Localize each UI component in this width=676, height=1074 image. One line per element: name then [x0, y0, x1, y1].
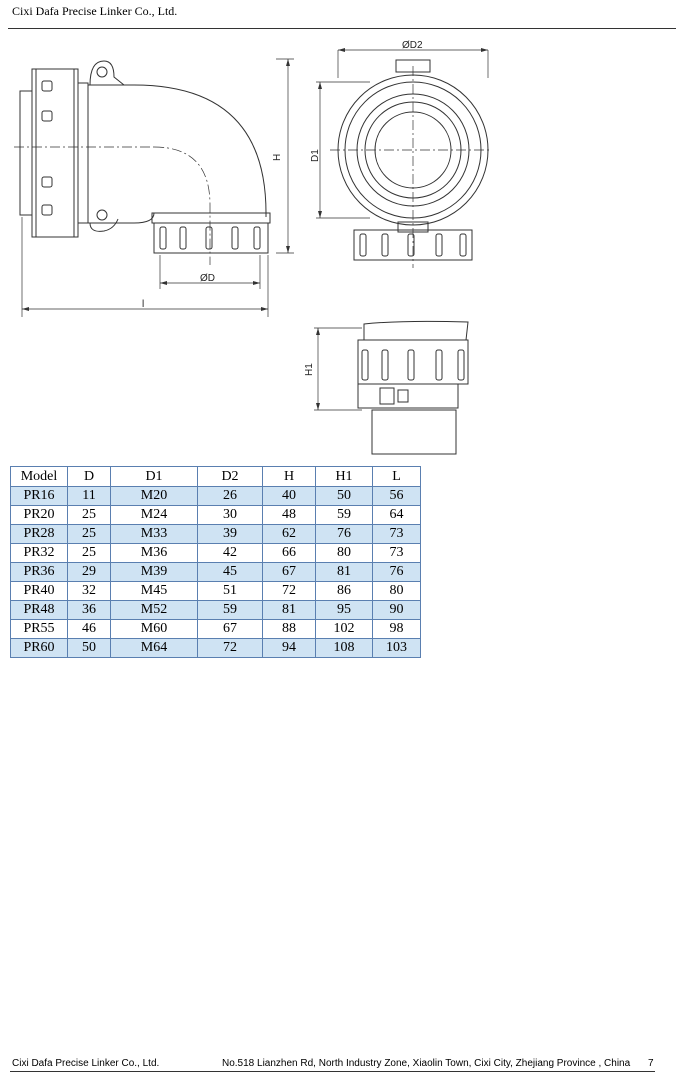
table-cell: 36: [68, 601, 111, 620]
dimension-h1-label: H1: [304, 363, 315, 376]
table-cell: M33: [111, 525, 198, 544]
table-row: [11, 525, 421, 544]
table-cell: PR48: [11, 601, 68, 620]
table-cell: M64: [111, 639, 198, 658]
table-cell: M39: [111, 563, 198, 582]
table-cell: 73: [373, 525, 421, 544]
table-cell: PR20: [11, 506, 68, 525]
table-row: [11, 506, 421, 525]
table-cell: 39: [198, 525, 263, 544]
table-cell: 64: [373, 506, 421, 525]
footer-address: No.518 Lianzhen Rd, North Industry Zone, Xiaolin Town, Cixi City, Zhejiang Province , China: [222, 1058, 631, 1069]
table-cell: 95: [316, 601, 373, 620]
table-row: [11, 639, 421, 658]
table-cell: 62: [263, 525, 316, 544]
table-cell: 25: [68, 506, 111, 525]
table-cell: 80: [373, 582, 421, 601]
table-cell: M36: [111, 544, 198, 563]
table-cell: 50: [68, 639, 111, 658]
specification-table: [10, 466, 421, 658]
table-cell: 67: [263, 563, 316, 582]
table-cell: 108: [316, 639, 373, 658]
footer-divider: [10, 1071, 655, 1072]
table-cell: 80: [316, 544, 373, 563]
column-header: D1: [111, 467, 198, 487]
table-cell: 30: [198, 506, 263, 525]
table-cell: PR36: [11, 563, 68, 582]
table-cell: M20: [111, 487, 198, 506]
table-row: [11, 620, 421, 639]
table-cell: 46: [68, 620, 111, 639]
table-row: [11, 544, 421, 563]
dimension-h-label: H: [272, 153, 283, 161]
table-cell: 26: [198, 487, 263, 506]
table-cell: 98: [373, 620, 421, 639]
table-row: [11, 487, 421, 506]
table-cell: 94: [263, 639, 316, 658]
table-header-row: [11, 467, 421, 487]
table-cell: 45: [198, 563, 263, 582]
table-cell: M45: [111, 582, 198, 601]
table-cell: 40: [263, 487, 316, 506]
table-cell: 73: [373, 544, 421, 563]
column-header: H1: [316, 467, 373, 487]
column-header: Model: [11, 467, 68, 487]
table-row: [11, 601, 421, 620]
dimension-d1-label: D1: [310, 149, 321, 162]
table-cell: 72: [198, 639, 263, 658]
table-cell: 59: [316, 506, 373, 525]
table-cell: M52: [111, 601, 198, 620]
table-cell: 51: [198, 582, 263, 601]
table-cell: 11: [68, 487, 111, 506]
table-cell: 86: [316, 582, 373, 601]
table-cell: PR60: [11, 639, 68, 658]
table-cell: 66: [263, 544, 316, 563]
header-company-name: Cixi Dafa Precise Linker Co., Ltd.: [12, 4, 178, 18]
table-cell: PR28: [11, 525, 68, 544]
table-cell: M24: [111, 506, 198, 525]
table-cell: 32: [68, 582, 111, 601]
table-cell: 81: [316, 563, 373, 582]
dimension-od2-label: ØD2: [402, 40, 423, 51]
table-cell: 76: [316, 525, 373, 544]
column-header: H: [263, 467, 316, 487]
table-cell: 103: [373, 639, 421, 658]
table-cell: PR55: [11, 620, 68, 639]
table-cell: 90: [373, 601, 421, 620]
table-cell: 67: [198, 620, 263, 639]
table-cell: 56: [373, 487, 421, 506]
table-cell: 59: [198, 601, 263, 620]
dimension-l-label: l: [142, 299, 145, 310]
table-cell: 25: [68, 525, 111, 544]
table-cell: 88: [263, 620, 316, 639]
column-header: D2: [198, 467, 263, 487]
table-cell: PR16: [11, 487, 68, 506]
table-cell: 81: [263, 601, 316, 620]
front-view-drawing: [310, 38, 490, 268]
table-row: [11, 563, 421, 582]
side-view-drawing: [14, 55, 299, 320]
bottom-view-drawing: [302, 318, 482, 458]
table-cell: 50: [316, 487, 373, 506]
column-header: D: [68, 467, 111, 487]
table-cell: 29: [68, 563, 111, 582]
table-cell: M60: [111, 620, 198, 639]
dimension-od-label: ØD: [200, 273, 215, 284]
table-cell: 48: [263, 506, 316, 525]
column-header: L: [373, 467, 421, 487]
table-cell: 102: [316, 620, 373, 639]
table-cell: 76: [373, 563, 421, 582]
header-divider: [8, 28, 676, 29]
table-cell: PR32: [11, 544, 68, 563]
table-cell: PR40: [11, 582, 68, 601]
table-cell: 42: [198, 544, 263, 563]
table-row: [11, 582, 421, 601]
table-cell: 25: [68, 544, 111, 563]
page-number: 7: [648, 1058, 654, 1069]
footer-company-name: Cixi Dafa Precise Linker Co., Ltd.: [12, 1058, 160, 1069]
table-cell: 72: [263, 582, 316, 601]
